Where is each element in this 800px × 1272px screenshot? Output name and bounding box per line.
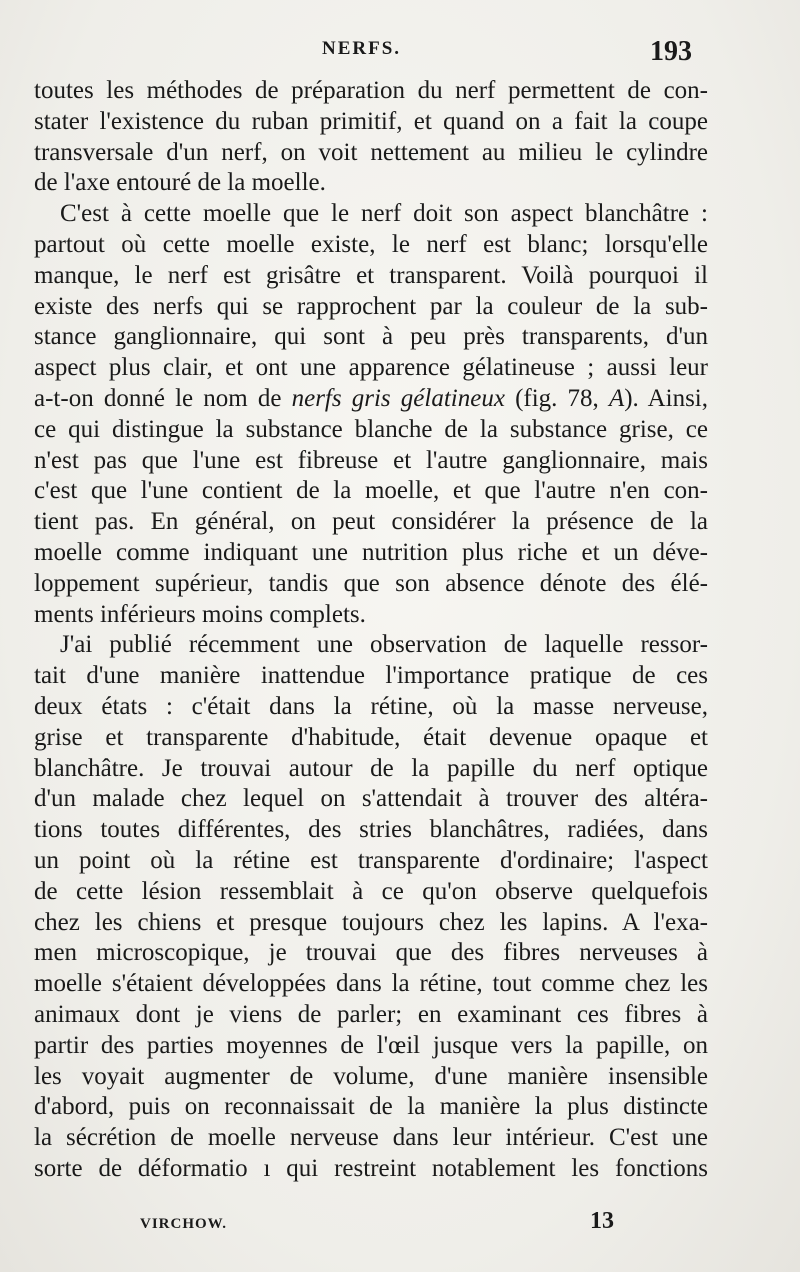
text-line: la sécrétion de moelle nerveuse dans leur intérieur. C'est une <box>34 1124 708 1152</box>
text-line: moelle comme indiquant une nutrition plus riche et un déve- <box>34 538 708 566</box>
body-text <box>34 76 708 1185</box>
footer-author: VIRCHOW. <box>140 1216 228 1232</box>
text-line: c'est que l'une contient de la moelle, et que l'autre n'en con- <box>34 477 708 505</box>
text-line: tait d'une manière inattendue l'importance pratique de ces <box>34 662 708 690</box>
text-line: toutes les méthodes de préparation du nerf permettent de con- <box>34 77 708 104</box>
paragraph-3 <box>34 630 708 1184</box>
italic-term: nerfs gris gélatineux <box>291 384 505 412</box>
running-head: NERFS. <box>322 38 402 59</box>
paragraph-1 <box>34 76 708 199</box>
page-footer <box>0 1208 800 1248</box>
text-line: tions toutes différentes, des stries blanchâtres, radiées, dans <box>34 816 708 844</box>
text-line: animaux dont je viens de parler; en examinant ces fibres à <box>34 1000 708 1028</box>
text-run: ). Ainsi, <box>624 384 708 412</box>
text-line: moelle s'étaient développées dans la rétine, tout comme chez les <box>34 970 708 998</box>
page-header <box>0 36 800 76</box>
text-line: existe des nerfs qui se rapprochent par la couleur de la sub- <box>34 292 708 320</box>
text-line: grise et transparente d'habitude, était devenue opaque et <box>34 723 708 751</box>
text-line: n'est pas que l'une est fibreuse et l'autre ganglionnaire, mais <box>34 446 708 474</box>
text-line: sorte de déformatio ı qui restreint notablement les fonctions <box>34 1154 708 1182</box>
text-line: les voyait augmenter de volume, d'une manière insensible <box>34 1062 708 1090</box>
text-line: C'est à cette moelle que le nerf doit son aspect blanchâtre : <box>60 200 708 228</box>
text-line: d'abord, puis on reconnaissait de la manière la plus distincte <box>34 1093 708 1121</box>
text-line: un point où la rétine est transparente d'ordinaire; l'aspect <box>34 846 708 874</box>
text-line: d'un malade chez lequel on s'attendait à trouver des altéra- <box>34 785 708 813</box>
text-line: stater l'existence du ruban primitif, et quand on a fait la coupe <box>34 107 708 135</box>
page-number: 193 <box>650 36 692 67</box>
text-line: partir des parties moyennes de l'œil jusque vers la papille, on <box>34 1031 708 1059</box>
text-line: stance ganglionnaire, qui sont à peu près transparents, d'un <box>34 323 708 351</box>
text-line: deux états : c'était dans la rétine, où la masse nerveuse, <box>34 692 708 720</box>
text-line: blanchâtre. Je trouvai autour de la papille du nerf optique <box>34 754 708 782</box>
text-line: ce qui distingue la substance blanche de la substance grise, ce <box>34 415 708 443</box>
signature-mark: 13 <box>590 1208 614 1234</box>
text-line: partout où cette moelle existe, le nerf est blanc; lorsqu'elle <box>34 230 708 258</box>
text-line: aspect plus clair, et ont une apparence gélatineuse ; aussi leur <box>34 354 708 382</box>
text-run: a-t-on donné le nom de <box>34 384 292 412</box>
text-line: manque, le nerf est grisâtre et transparent. Voilà pourquoi il <box>34 261 708 289</box>
text-line: transversale d'un nerf, on voit nettement au milieu le cylindre <box>34 138 708 166</box>
text-line: chez les chiens et presque toujours chez les lapins. A l'exa- <box>34 908 708 936</box>
text-run: (fig. 78, <box>504 384 609 412</box>
text-line: J'ai publié récemment une observation de laquelle ressor- <box>60 631 708 659</box>
text-line: de cette lésion ressemblait à ce qu'on observe quelquefois <box>34 877 708 905</box>
text-line: de l'axe entouré de la moelle. <box>34 169 326 197</box>
text-line: men microscopique, je trouvai que des fibres nerveuses à <box>34 939 708 967</box>
paragraph-2 <box>34 199 708 630</box>
italic-figure-letter: A <box>608 384 625 412</box>
text-line: loppement supérieur, tandis que son absence dénote des élé- <box>34 569 708 597</box>
text-line: tient pas. En général, on peut considérer la présence de la <box>34 508 708 536</box>
text-line-with-italic <box>34 384 708 415</box>
text-line: ments inférieurs moins complets. <box>34 600 366 628</box>
